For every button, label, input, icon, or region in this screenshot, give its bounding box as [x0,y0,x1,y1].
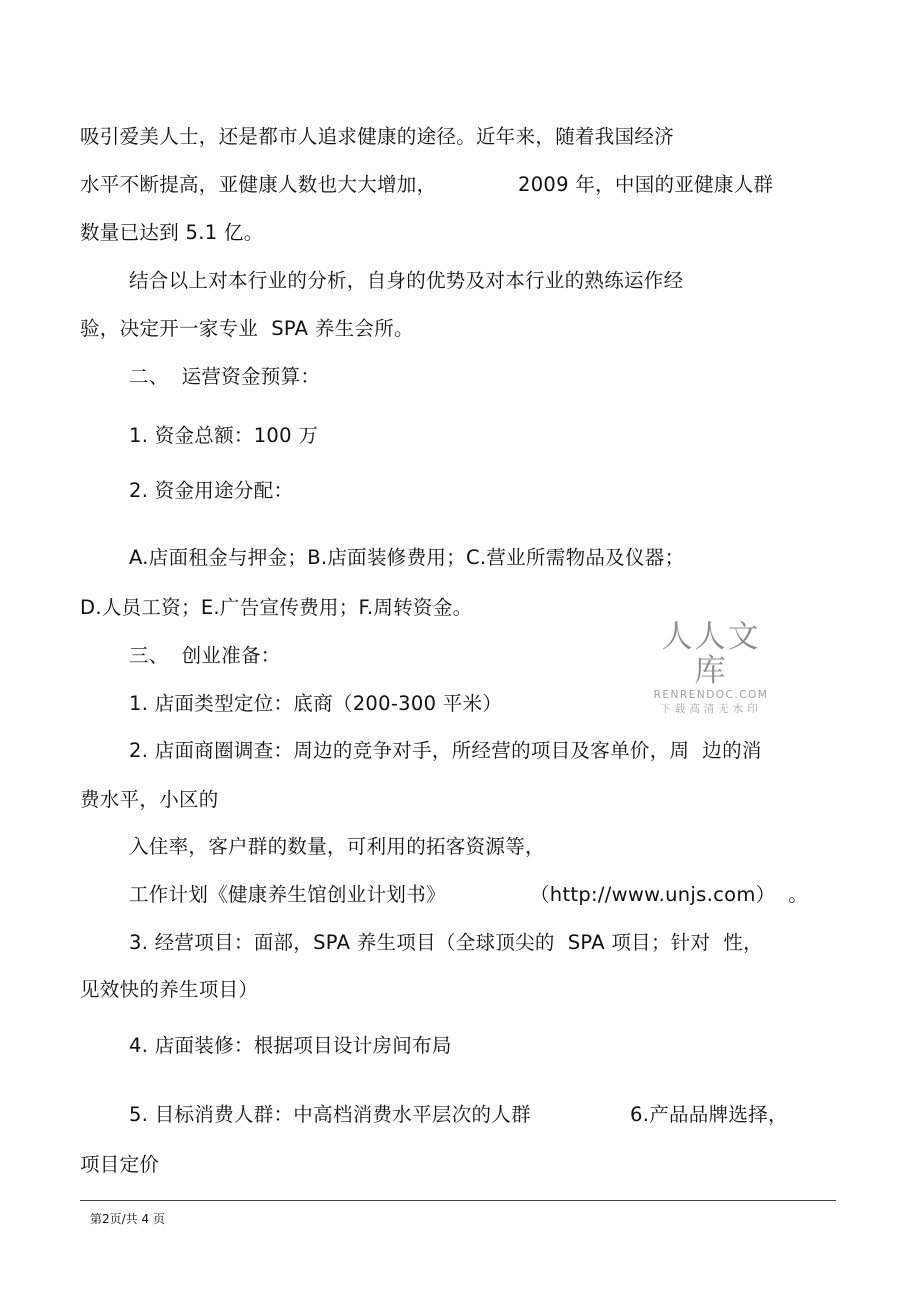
paragraph-line: 结合以上对本行业的分析，自身的优势及对本行业的熟练运作经 [129,269,684,292]
paragraph-line: 2009 年，中国的亚健康人群 [518,173,774,196]
page-number: 第2页/共 4 页 [90,1212,165,1226]
paragraph-line: 验，决定开一家专业 SPA 养生会所。 [80,317,414,340]
paragraph-line: 见效快的养生项目） [80,978,259,1001]
paragraph-line: 项目定价 [80,1153,160,1176]
paragraph-line: D.人员工资；E.广告宣传费用；F.周转资金。 [80,596,473,619]
section-heading: 二、 运营资金预算： [129,365,321,388]
watermark-logo [646,620,776,716]
list-item: 2. 店面商圈调查：周边的竞争对手，所经营的项目及客单价，周 边的消 [129,739,762,762]
watermark-tagline: 下载高清无水印 [660,703,762,715]
link-text: （http://www.unjs.com） 。 [530,883,809,906]
list-item: 3. 经营项目：面部，SPA 养生项目（全球顶尖的 SPA 项目；针对 性， [129,931,763,954]
list-item: 1. 资金总额：100 万 [129,424,319,447]
watermark-title: 人人文库 [661,619,761,689]
paragraph-line: 吸引爱美人士，还是都市人追求健康的途径。近年来，随着我国经济 [80,125,675,148]
watermark-domain: RENRENDOC.COM [653,689,769,701]
list-item: 2. 资金用途分配： [129,479,294,502]
paragraph-line: 入住率，客户群的数量，可利用的拓客资源等， [129,835,545,858]
paragraph-line: 费水平，小区的 [80,788,219,811]
list-item: 5. 目标消费人群：中高档消费水平层次的人群 [129,1103,531,1126]
list-item: 1. 店面类型定位：底商（200-300 平米） [129,692,503,715]
paragraph-line: 工作计划《健康养生馆创业计划书》 [129,883,446,906]
paragraph-line: 数量已达到 5.1 亿。 [80,221,264,244]
paragraph-line: A.店面租金与押金；B.店面装修费用；C.营业所需物品及仪器； [129,546,685,569]
list-item: 4. 店面装修：根据项目设计房间布局 [129,1034,452,1057]
footer-divider [80,1200,836,1201]
section-heading: 三、 创业准备： [129,644,281,667]
paragraph-line: 水平不断提高，亚健康人数也大大增加， [80,173,437,196]
list-item: 6.产品品牌选择， [630,1103,788,1126]
